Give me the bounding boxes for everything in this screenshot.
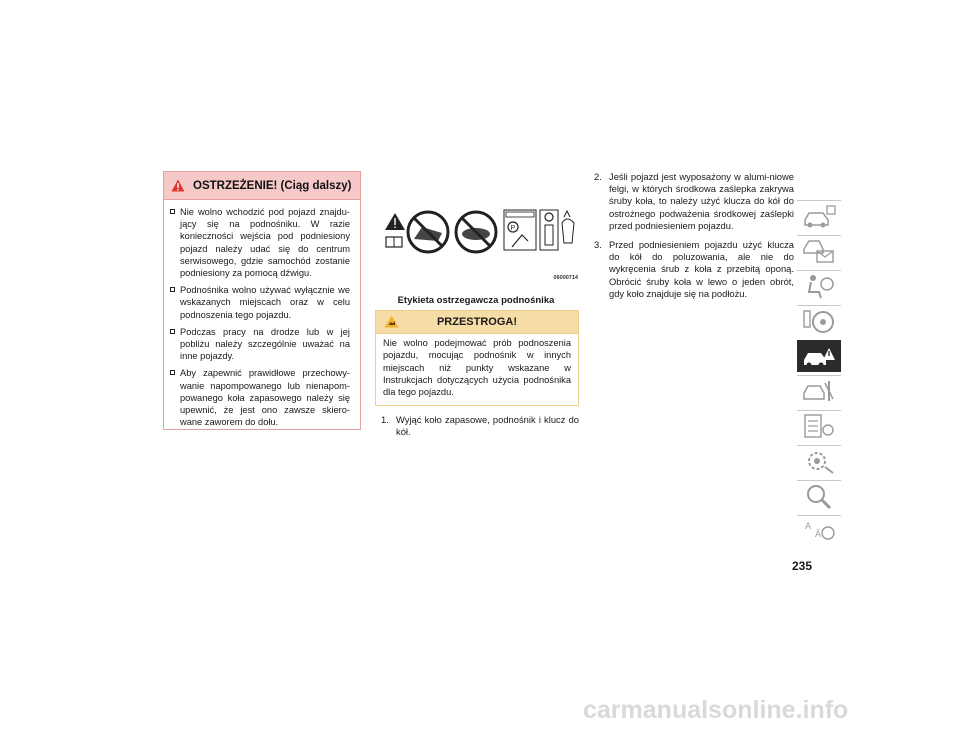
tab-gear-specs[interactable]	[797, 445, 841, 477]
warning-item-text: Nie wolno wchodzić pod pojazd znajdu-jący się na podnośniku. W razie konieczności wejścia pod podniesiony pojazd należy udać się do centrum serwisowego, gdzie samochód zostanie podniesiony za pomocą dźwigu.	[180, 207, 350, 279]
car-tools-icon	[801, 377, 837, 405]
caution-header	[376, 311, 578, 334]
bullet-square-icon	[170, 209, 175, 214]
step-item	[381, 414, 579, 438]
tab-car-info[interactable]	[797, 200, 841, 232]
step-text: Jeśli pojazd jest wyposażony w alumi-niowe felgi, w których środkowa zaślepka zakrywa śruby koła, to należy użyć klucza do kół do ostrożnego podważenia środkowej zaślepki przed podniesieniem pojazdu.	[609, 171, 794, 231]
svg-text:Ä: Ä	[815, 529, 822, 539]
service-list-icon	[801, 412, 837, 440]
magnifier-icon	[801, 482, 837, 510]
warning-list	[164, 200, 360, 428]
jack-label-pictograms	[384, 203, 580, 289]
tab-seat-airbag[interactable]	[797, 270, 841, 302]
warning-item-text: Aby zapewnić prawidłowe przechowy-wanie napompowanego lub nienapom-powanego koła zapasowego należy się upewnić, że jest ono zawsze skiero-wane zaworem do dołu.	[180, 368, 350, 428]
chapter-tabs	[797, 200, 841, 550]
bullet-square-icon	[170, 329, 175, 334]
warning-triangle-icon	[171, 179, 185, 192]
step-item	[594, 171, 794, 232]
tab-service-list[interactable]	[797, 410, 841, 442]
warning-item	[170, 326, 350, 363]
caution-box	[375, 310, 579, 406]
bullet-square-icon	[170, 287, 175, 292]
tab-car-mail[interactable]	[797, 235, 841, 267]
warning-item	[170, 284, 350, 321]
steps-column-middle	[381, 414, 579, 438]
step-number: 1.	[381, 414, 389, 425]
warning-header	[164, 172, 360, 200]
caution-text: Nie wolno podejmować prób podnoszenia pojazdu, mocując podnośnik w innych miejscach niż punkty wskazane w Instrukcjach dotyczących użycia podnośnika dla tego pojazdu.	[383, 338, 571, 398]
step-text: Wyjąć koło zapasowe, podnośnik i klucz do kół.	[396, 414, 579, 438]
steering-wheel-icon	[801, 307, 837, 335]
warning-item-text: Podczas pracy na drodze lub w jej pobliżu należy szczególnie uważać na inne pojazdy.	[180, 326, 350, 362]
steps-column-right	[594, 171, 794, 307]
warning-item	[170, 367, 350, 428]
svg-text:A: A	[805, 521, 812, 531]
caution-title: PRZESTROGA!	[436, 316, 518, 328]
warning-box	[163, 171, 361, 430]
step-text: Przed podniesieniem pojazdu użyć klucza do kół do poluzowania, ale nie do wykręcenia śrub z koła z przebitą oponą. Obrócić śruby koła w lewo o jeden obrót, gdy koło znajduje się na podłożu.	[609, 239, 794, 299]
tab-car-tools[interactable]	[797, 375, 841, 407]
watermark: carmanualsonline.info	[583, 696, 849, 724]
figure-caption: Etykieta ostrzegawcza podnośnika	[397, 295, 555, 306]
gear-specs-icon	[801, 447, 837, 475]
step-item	[594, 239, 794, 300]
tab-car-breakdown[interactable]	[797, 340, 841, 372]
warning-title: OSTRZEŻENIE! (Ciąg dalszy)	[193, 179, 352, 192]
warning-item	[170, 206, 350, 279]
language-index-icon	[801, 517, 837, 545]
car-mail-icon	[801, 237, 837, 265]
tab-steering-wheel[interactable]	[797, 305, 841, 337]
step-number: 3.	[594, 239, 602, 251]
jack-warning-label-image	[384, 203, 580, 289]
car-info-icon	[801, 202, 837, 230]
tab-language-index[interactable]	[797, 515, 841, 547]
svg-text:P: P	[510, 225, 516, 232]
step-number: 2.	[594, 171, 602, 182]
tab-magnifier[interactable]	[797, 480, 841, 512]
seat-airbag-icon	[801, 272, 837, 300]
bullet-square-icon	[170, 370, 175, 375]
page-number: 235	[792, 559, 813, 573]
car-breakdown-icon	[801, 342, 837, 370]
warning-item-text: Podnośnika wolno używać wyłącznie we wskazanych miejscach oraz w celu podnoszenia tego pojazdu.	[180, 285, 350, 320]
figure-code: 06000714	[553, 275, 578, 281]
